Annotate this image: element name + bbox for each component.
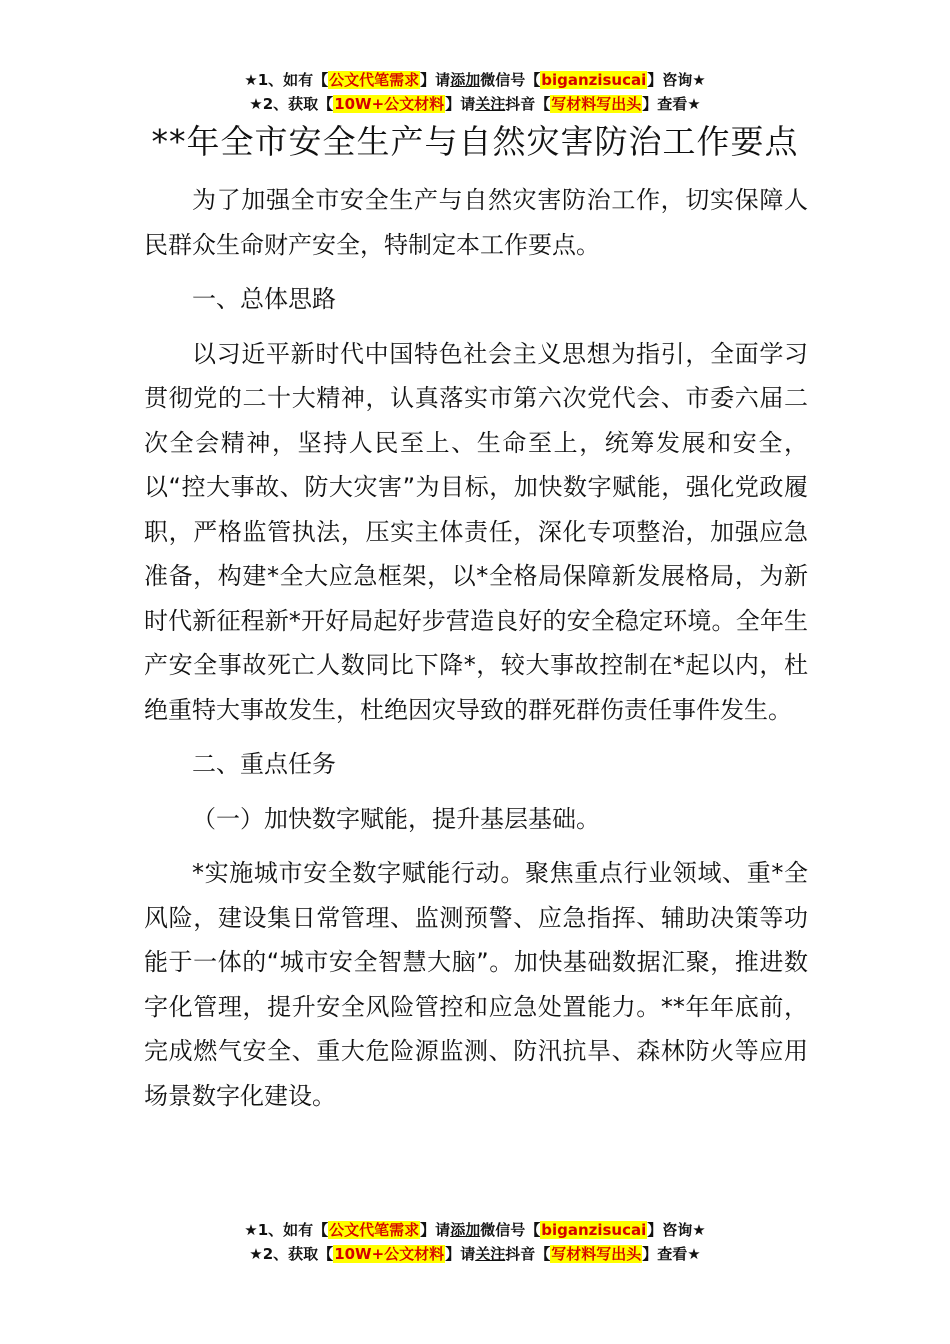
ad-text: 】请	[445, 1245, 476, 1263]
ad-text: ★2、获取【	[249, 1245, 334, 1263]
header-ad-banner	[0, 68, 950, 116]
ad-underlined: 添加	[450, 71, 481, 89]
ad-line-1	[0, 68, 950, 92]
section-heading: 一、总体思路	[192, 285, 336, 313]
ad-line-2	[0, 92, 950, 116]
ad-text: ★1、如有【	[244, 1221, 329, 1239]
ad-highlight: 10W+公文材料	[334, 95, 445, 113]
ad-text: 】咨询★	[647, 1221, 706, 1239]
intro-paragraph: 为了加强全市安全生产与自然灾害防治工作，切实保障人民群众生命财产安全，特制定本工作要点。	[144, 186, 808, 259]
ad-text: 微信号【	[480, 71, 541, 89]
body-paragraph: *实施城市安全数字赋能行动。聚焦重点行业领域、重*全风险，建设集日常管理、监测预警、应急指挥、辅助决策等功能于一体的“城市安全智慧大脑”。加快基础数据汇聚，推进数字化管理，提升安全风险管控和应急处置能力。**年年底前，完成燃气安全、重大危险源监测、防汛抗旱、森林防火等应用场景数字化建设。	[144, 859, 808, 1110]
ad-text: 】咨询★	[647, 71, 706, 89]
ad-text: ★2、获取【	[249, 95, 334, 113]
ad-highlight: 公文代笔需求	[329, 1221, 420, 1239]
ad-highlight: 10W+公文材料	[334, 1245, 445, 1263]
ad-highlight: biganzisucai	[541, 1221, 647, 1239]
ad-text: 抖音【	[505, 95, 551, 113]
ad-line-1	[0, 1218, 950, 1242]
ad-text: 抖音【	[505, 1245, 551, 1263]
body-paragraph: 以习近平新时代中国特色社会主义思想为指引，全面学习贯彻党的二十大精神，认真落实市第六次党代会、市委六届二次全会精神，坚持人民至上、生命至上，统筹发展和安全，以“控大事故、防大灾害”为目标，加快数字赋能，强化党政履职，严格监管执法，压实主体责任，深化专项整治，加强应急准备，构建*全大应急框架，以*全格局保障新发展格局，为新时代新征程新*开好局起好步营造良好的安全稳定环境。全年生产安全事故死亡人数同比下降*，较大事故控制在*起以内，杜绝重特大事故发生，杜绝因灾导致的群死群伤责任事件发生。	[144, 339, 808, 724]
ad-underlined: 关注	[475, 1245, 506, 1263]
document-title: **年全市安全生产与自然灾害防治工作要点	[151, 122, 799, 161]
ad-text: 】请	[420, 1221, 451, 1239]
ad-highlight: 写材料写出头	[551, 1245, 642, 1263]
subsection-heading: （一）加快数字赋能，提升基层基础。	[192, 804, 600, 833]
section-heading: 二、重点任务	[192, 750, 336, 778]
ad-text: 微信号【	[480, 1221, 541, 1239]
footer-ad-banner	[0, 1218, 950, 1266]
ad-text: 】查看★	[642, 1245, 701, 1263]
ad-highlight: 公文代笔需求	[329, 71, 420, 89]
ad-underlined: 添加	[450, 1221, 481, 1239]
document-body	[144, 178, 808, 1128]
ad-text: ★1、如有【	[244, 71, 329, 89]
ad-text: 】查看★	[642, 95, 701, 113]
ad-text: 】请	[445, 95, 476, 113]
ad-highlight: 写材料写出头	[551, 95, 642, 113]
ad-line-2	[0, 1242, 950, 1266]
ad-text: 】请	[420, 71, 451, 89]
ad-highlight: biganzisucai	[541, 71, 647, 89]
ad-underlined: 关注	[475, 95, 506, 113]
